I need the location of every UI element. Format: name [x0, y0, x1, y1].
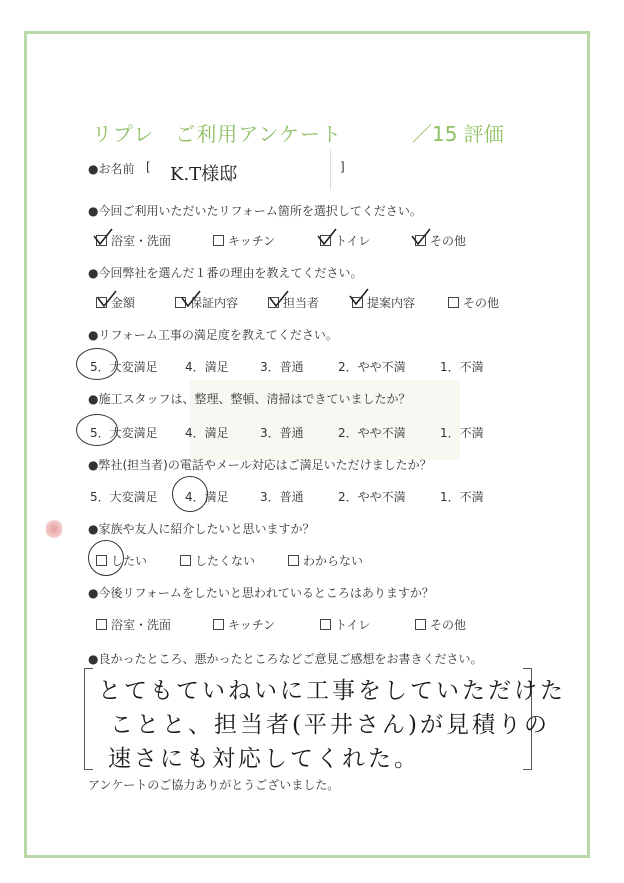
question-7: ●今後リフォームをしたいと思われているところはありますか？ [88, 586, 434, 600]
q1-option-other[interactable]: その他 [415, 232, 466, 249]
selection-circle [76, 414, 118, 446]
name-bracket-close: ] [340, 160, 345, 174]
checkmark-icon [348, 288, 370, 306]
q4-option-5[interactable]: 5．大変満足 [90, 426, 158, 440]
question-6: ●家族や友人に紹介したいと思いますか？ [88, 522, 315, 536]
score-label: ／15 評価 [412, 122, 504, 146]
q7-option-toilet[interactable]: トイレ [320, 616, 370, 633]
checkbox-icon [288, 555, 299, 566]
question-4: ●施工スタッフは、整理、整頓、清掃はできていましたか？ [88, 392, 411, 406]
q1-option-bath[interactable]: 浴室・洗面 [96, 232, 171, 249]
q7-option-kitchen[interactable]: キッチン [213, 616, 275, 633]
question-5: ●弊社(担当者)の電話やメール対応はご満足いただけましたか？ [88, 458, 432, 472]
red-stamp-mark [46, 518, 62, 540]
q3-option-3[interactable]: 3．普通 [260, 360, 304, 374]
q2-option-staff[interactable]: 担当者 [268, 294, 319, 311]
q3-option-5[interactable]: 5．大変満足 [90, 360, 158, 374]
q4-option-4[interactable]: 4．満足 [185, 426, 229, 440]
q6-option-yes[interactable]: したい [96, 552, 147, 569]
q7-option-bath[interactable]: 浴室・洗面 [96, 616, 171, 633]
q6-option-no[interactable]: したくない [180, 552, 255, 569]
q1-option-kitchen[interactable]: キッチン [213, 232, 275, 249]
comment-line-1: とてもていねいに工事をしていただけた [98, 678, 566, 704]
selection-circle [76, 348, 118, 380]
q3-option-1[interactable]: 1．不満 [440, 360, 484, 374]
q5-option-2[interactable]: 2．やや不満 [338, 490, 406, 504]
checkmark-icon [316, 228, 338, 246]
name-label: ●お名前 [88, 162, 135, 176]
q4-option-2[interactable]: 2．やや不満 [338, 426, 406, 440]
thanks-message: アンケートのご協力ありがとうございました。 [88, 778, 340, 792]
checkbox-icon [180, 555, 191, 566]
q1-option-toilet[interactable]: トイレ [320, 232, 370, 249]
q3-option-4[interactable]: 4．満足 [185, 360, 229, 374]
q5-option-5[interactable]: 5．大変満足 [90, 490, 158, 504]
q2-option-other[interactable]: その他 [448, 294, 499, 311]
name-bracket-open: [ [146, 160, 151, 174]
q5-option-3[interactable]: 3．普通 [260, 490, 304, 504]
q2-option-price[interactable]: 金額 [96, 294, 135, 311]
checkmark-icon [96, 290, 118, 308]
q4-option-3[interactable]: 3．普通 [260, 426, 304, 440]
checkbox-icon [213, 235, 224, 246]
selection-circle [172, 476, 208, 512]
checkbox-icon [96, 619, 107, 630]
question-3: ●リフォーム工事の満足度を教えてください。 [88, 328, 338, 342]
q5-option-4[interactable]: 4．満足 [185, 490, 229, 504]
comment-line-2: ことと、担当者(平井さん)が見積りの [110, 712, 550, 738]
checkmark-icon [180, 290, 202, 308]
form-title: リプレ ご利用アンケート [92, 122, 342, 146]
question-1: ●今回ご利用いただいたリフォーム箇所を選択してください。 [88, 204, 422, 218]
q5-option-1[interactable]: 1．不満 [440, 490, 484, 504]
checkmark-icon [268, 290, 290, 308]
q2-option-warranty[interactable]: 保証内容 [175, 294, 238, 311]
q6-option-unsure[interactable]: わからない [288, 552, 363, 569]
checkmark-icon [92, 228, 114, 246]
checkbox-icon [320, 619, 331, 630]
q7-option-other[interactable]: その他 [415, 616, 466, 633]
selection-circle [88, 540, 124, 576]
checkmark-icon [410, 228, 432, 246]
comment-bracket-left [84, 668, 93, 770]
comment-line-3: 速さにも対応してくれた。 [108, 746, 420, 772]
question-2: ●今回弊社を選んだ１番の理由を教えてください。 [88, 266, 363, 280]
checkbox-icon [415, 619, 426, 630]
name-value: K.T様邸 [170, 164, 238, 185]
q3-option-2[interactable]: 2．やや不満 [338, 360, 406, 374]
q2-option-proposal[interactable]: 提案内容 [352, 294, 415, 311]
checkbox-icon [213, 619, 224, 630]
q4-option-1[interactable]: 1．不満 [440, 426, 484, 440]
checkbox-icon [448, 297, 459, 308]
comment-prompt: ●良かったところ、悪かったところなどご意見ご感想をお書きください。 [88, 652, 483, 666]
